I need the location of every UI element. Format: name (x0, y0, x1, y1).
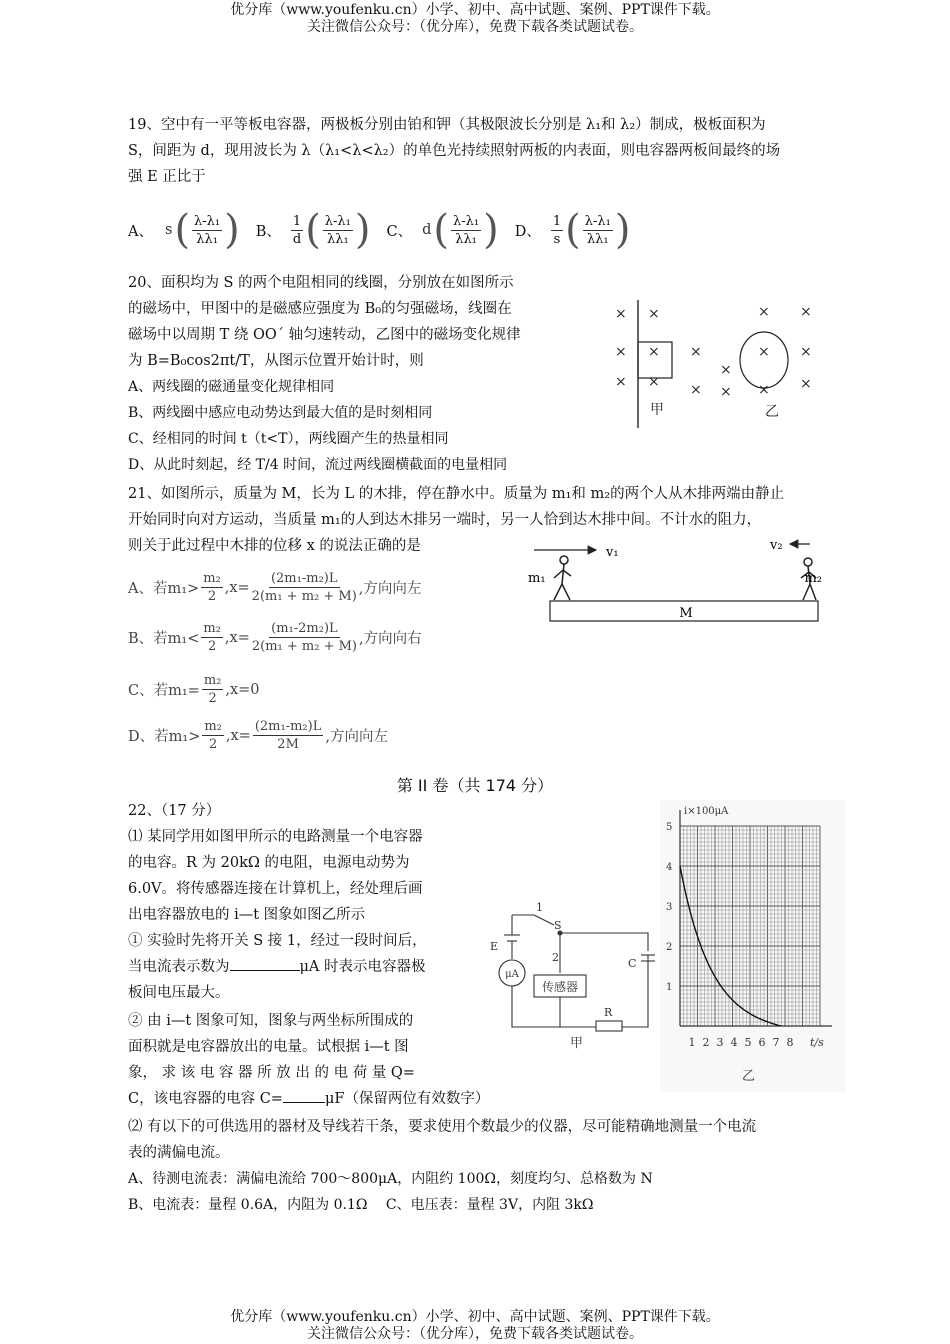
circuit-figure (488, 895, 666, 1060)
q22-s1-line-2a: 当电流表示数为 (128, 959, 230, 975)
q19-options: A、 s ( $\frac{\text{λ-λ₁}}{\text{λλ₁}}$ ) B、 $\frac{1}{d}$ ( $\frac{\text{λ-λ₁}}{\text{λλ₁}}$ ) C、 d ( $\frac{\text{λ-λ₁}}{\text{λλ₁}}$ ) D、 $\frac{1}{s}$ ( $\frac{\text{λ-λ₁}}{\text{λλ₁}}$ ) (128, 207, 631, 253)
q21-opt-d-cond-num: m₂ (204, 719, 222, 734)
q20-option-c: C、经相同的时间 t（t<T），两线圈产生的热量相同 (128, 431, 449, 447)
q21-option-b (128, 620, 422, 655)
q20-line-4: 为 B=B₀cos2πt/T，从图示位置开始计时，则 (128, 353, 424, 369)
q21-opt-d-mid: ,x= (225, 727, 251, 744)
q19-line-2: S，间距为 d，现用波长为 λ（λ₁<λ<λ₂）的单色光持续照射两板的内表面，则电容器两板间最终的场 (128, 143, 781, 159)
x-tick-label: 6 (758, 1036, 766, 1049)
q19-opt-b-coef-den: d (292, 231, 302, 247)
person-m1 (554, 556, 571, 600)
q19-opt-a-num: λ-λ₁ (194, 213, 221, 229)
q21-line-3: 则关于此过程中木排的位移 x 的说法正确的是 (128, 538, 421, 554)
fig-label-yi: 乙 (765, 404, 779, 420)
q19-opt-c-num: λ-λ₁ (453, 213, 480, 229)
q21-opt-a-post: ,方向向左 (358, 581, 422, 597)
label-meter: μA (505, 969, 519, 980)
q21-opt-d-frac (253, 718, 324, 753)
q21-opt-d-cond (202, 718, 224, 753)
q19-opt-b-den: λλ₁ (326, 231, 349, 247)
q19-opt-d-label: D、 (514, 223, 541, 240)
q21-opt-b-mid: ,x= (224, 629, 250, 646)
q22-p1-line-1: ⑴ 某同学用如图甲所示的电路测量一个电容器 (128, 829, 423, 845)
q21-opt-a-pre: A、若m₁> (128, 581, 200, 597)
q22-s2-line-4 (128, 1086, 489, 1112)
q21-opt-a-num: (2m₁-m₂)L (270, 571, 338, 586)
q19-opt-a-coef: s (164, 222, 173, 238)
graph-label-yi: 乙 (742, 1069, 756, 1084)
q22-p1-line-4: 出电容器放电的 i—t 图象如图乙所示 (128, 907, 366, 923)
q21-option-d (128, 718, 388, 753)
q22-p1-line-2: 的电容。R 为 20kΩ 的电阻，电源电动势为 (128, 855, 410, 871)
cross: × (720, 362, 732, 378)
q19-opt-b-label: B、 (255, 223, 281, 240)
q21-opt-d-den: 2M (277, 737, 299, 752)
x-tick-label: 2 (702, 1036, 710, 1049)
q22-s2-line-2: 面积就是电容器放出的电量。试根据 i—t 图 (128, 1039, 409, 1055)
q21-opt-a-den: 2(m₁ + m₂ + M) (251, 589, 357, 604)
q21-opt-a-cond (201, 570, 223, 605)
q21-opt-c-post: ,x=0 (225, 681, 260, 698)
q19-line-1: 19、空中有一平等板电容器，两极板分别由铂和钾（其极限波长分别是 λ₁和 λ₂）制成，极板面积为 (128, 117, 766, 133)
q21-line-2: 开始同时向对方运动，当质量 m₁的人到达木排另一端时，另一人恰到达木排中间。不计水的阻力， (128, 512, 762, 528)
label-2: 2 (552, 951, 559, 964)
q21-opt-d-pre: D、若m₁> (128, 729, 201, 745)
current-answer-blank[interactable] (230, 956, 300, 971)
y-tick-label: 3 (666, 902, 673, 913)
v1-label: v₁ (606, 545, 619, 560)
header-line-1: 优分库（www.youfenku.cn）小学、初中、高中试题、案例、PPT课件下载。 (230, 2, 720, 18)
label-jia: 甲 (570, 1036, 584, 1051)
q21-line-1: 21、如图所示，质量为 M，长为 L 的木排，停在静水中。质量为 m₁和 m₂的两个人从木排两端由静止 (128, 486, 785, 502)
q21-opt-b-frac (252, 620, 357, 655)
header-line-2: 关注微信公众号：（优分库），免费下载各类试题试卷。 (307, 19, 643, 35)
cross: × (720, 384, 732, 400)
q19-opt-d-coef (551, 213, 563, 248)
q22-s1-line-2b: μA 时表示电容器极 (299, 959, 426, 975)
q19-opt-d-num: λ-λ₁ (584, 213, 611, 229)
q19-opt-d-coef-num: 1 (552, 213, 562, 229)
q21-opt-d-cond-den: 2 (208, 737, 218, 752)
q22-s2-line-3: 象， 求 该 电 容 器 所 放 出 的 电 荷 量 Q= (128, 1065, 415, 1081)
cross: × (615, 374, 627, 390)
q19-opt-c-label: C、 (386, 223, 413, 240)
cross: × (690, 344, 702, 360)
y-tick-label: 5 (666, 822, 673, 833)
capacitance-answer-blank[interactable] (283, 1088, 325, 1103)
q22-s2-line-4a: C，该电容器的电容 C= (128, 1091, 283, 1107)
fig-label-jia: 甲 (650, 402, 664, 418)
q19-opt-c-den: λλ₁ (455, 231, 477, 247)
q19-opt-a-label: A、 (128, 223, 153, 240)
y-tick-label: 4 (666, 862, 673, 873)
q21-opt-b-pre: B、若m₁< (128, 631, 200, 647)
cross: × (615, 344, 627, 360)
q22-p2-line-1: ⑵ 有以下的可供选用的器材及导线若干条，要求使用个数最少的仪器，尽可能精确地测量一个电流 (128, 1119, 757, 1135)
q19-opt-d-den: λλ₁ (586, 231, 609, 247)
q20-figure (600, 296, 840, 436)
q22-s1-line-2 (128, 954, 426, 980)
q21-opt-b-den: 2(m₁ + m₂ + M) (251, 639, 357, 654)
q20-option-d: D、从此时刻起，经 T/4 时间，流过两线圈横截面的电量相同 (128, 457, 508, 473)
switch-s[interactable] (534, 915, 554, 925)
q21-figure (524, 534, 824, 628)
cross: × (648, 344, 660, 360)
footer-line-1: 优分库（www.youfenku.cn）小学、初中、高中试题、案例、PPT课件下载。 (230, 1309, 720, 1325)
q21-opt-a-cond-den: 2 (207, 589, 217, 604)
label-R: R (604, 1006, 613, 1019)
q21-opt-d-num: (2m₁-m₂)L (254, 719, 322, 734)
q21-opt-c-cond-num: m₂ (203, 673, 222, 688)
cross: × (648, 374, 660, 390)
q22-s1-line-3: 板间电压最大。 (128, 985, 230, 1001)
section-2-title: 第 II 卷（共 174 分） (396, 776, 554, 795)
q20-line-3: 磁场中以周期 T 绕 OO´ 轴匀速转动，乙图中的磁场变化规律 (128, 327, 521, 343)
q19-opt-d-frac (583, 213, 613, 248)
raft-label: M (679, 606, 693, 621)
q19-opt-c-coef: d (422, 222, 432, 238)
y-tick-label: 2 (666, 942, 673, 953)
q21-opt-c-pre: C、若m₁= (128, 683, 200, 699)
q21-opt-a-frac (252, 570, 357, 605)
cross: × (800, 376, 812, 392)
q22-s2-line-1: ② 由 i—t 图象可知，图象与两坐标所围成的 (128, 1013, 414, 1029)
q19-opt-a-den: λλ₁ (196, 231, 218, 247)
q22-p1-line-3: 6.0V。将传感器连接在计算机上，经处理后画 (128, 881, 423, 897)
label-E: E (490, 940, 499, 953)
q21-opt-b-cond-den: 2 (208, 639, 217, 654)
label-sensor: 传感器 (541, 980, 579, 994)
x-tick-label: 4 (730, 1036, 738, 1049)
q22-s1-line-1: ① 实验时先将开关 S 接 1，经过一段时间后， (128, 933, 427, 949)
v2-label: v₂ (770, 538, 783, 553)
q19-line-3: 强 E 正比于 (128, 169, 206, 185)
q20-option-b: B、两线圈中感应电动势达到最大值的是时刻相同 (128, 405, 433, 421)
q19-opt-c-frac (451, 213, 481, 248)
cross: × (758, 344, 770, 360)
q21-opt-d-post: ,方向向左 (325, 729, 388, 745)
cross: × (758, 382, 770, 398)
q21-option-c (128, 672, 260, 707)
cross: × (615, 306, 627, 322)
q20-line-1: 20、面积均为 S 的两个电阻相同的线圈，分别放在如图所示 (128, 275, 514, 291)
i-t-graph (660, 800, 846, 1092)
q22-p2-line-2: 表的满偏电流。 (128, 1145, 230, 1161)
q21-opt-b-post: ,方向向右 (358, 631, 422, 647)
q19-opt-b-num: λ-λ₁ (324, 213, 351, 229)
q21-opt-b-cond-num: m₂ (203, 621, 221, 636)
q21-opt-c-cond (202, 672, 224, 707)
q19-opt-b-coef-num: 1 (292, 213, 302, 229)
q19-opt-d-coef-den: s (553, 231, 561, 247)
label-C: C (628, 957, 637, 970)
cross: × (758, 304, 770, 320)
q19-opt-b-frac (323, 213, 353, 248)
coil-yi (740, 332, 788, 388)
q21-opt-b-cond (201, 620, 223, 655)
label-S: S (554, 919, 562, 932)
q19-opt-b-coef (291, 213, 303, 248)
q20-line-2: 的磁场中，甲图中的是磁感应强度为 B₀的匀强磁场，线圈在 (128, 301, 512, 317)
q20-option-a: A、两线圈的磁通量变化规律相同 (128, 379, 335, 395)
q21-opt-c-cond-den: 2 (208, 691, 217, 706)
x-tick-label: 8 (786, 1036, 794, 1049)
q19-opt-a-frac (192, 213, 222, 248)
m2-label: m₂ (804, 571, 822, 586)
q21-opt-a-cond-num: m₂ (203, 571, 221, 586)
q22-item-a: A、待测电流表：满偏电流给 700～800μA，内阻约 100Ω，刻度均匀、总格数为 N (128, 1171, 653, 1187)
footer-line-2: 关注微信公众号：（优分库），免费下载各类试题试卷。 (307, 1326, 643, 1342)
cross: × (690, 382, 702, 398)
label-1: 1 (536, 901, 543, 914)
resistor-r (596, 1021, 622, 1031)
q21-opt-b-num: (m₁-2m₂)L (271, 621, 338, 636)
cross: × (800, 344, 812, 360)
x-tick-label: 3 (716, 1036, 724, 1049)
cross: × (648, 306, 660, 322)
x-tick-label: 5 (744, 1036, 752, 1049)
q22-head: 22、（17 分） (128, 803, 221, 819)
x-tick-label: 1 (688, 1036, 696, 1049)
q22-item-b: B、电流表：量程 0.6A，内阻为 0.1Ω C、电压表：量程 3V，内阻 3kΩ (128, 1197, 594, 1213)
y-tick-label: 1 (666, 982, 673, 993)
x-axis-label: t/s (810, 1036, 824, 1049)
q21-option-a (128, 570, 421, 605)
q21-opt-a-mid: ,x= (224, 579, 250, 596)
q22-s2-line-4b: μF（保留两位有效数字） (324, 1091, 490, 1107)
cross: × (800, 304, 812, 320)
y-axis-label: i×100μA (684, 806, 729, 817)
m1-label: m₁ (528, 571, 546, 586)
x-tick-label: 7 (772, 1036, 780, 1049)
